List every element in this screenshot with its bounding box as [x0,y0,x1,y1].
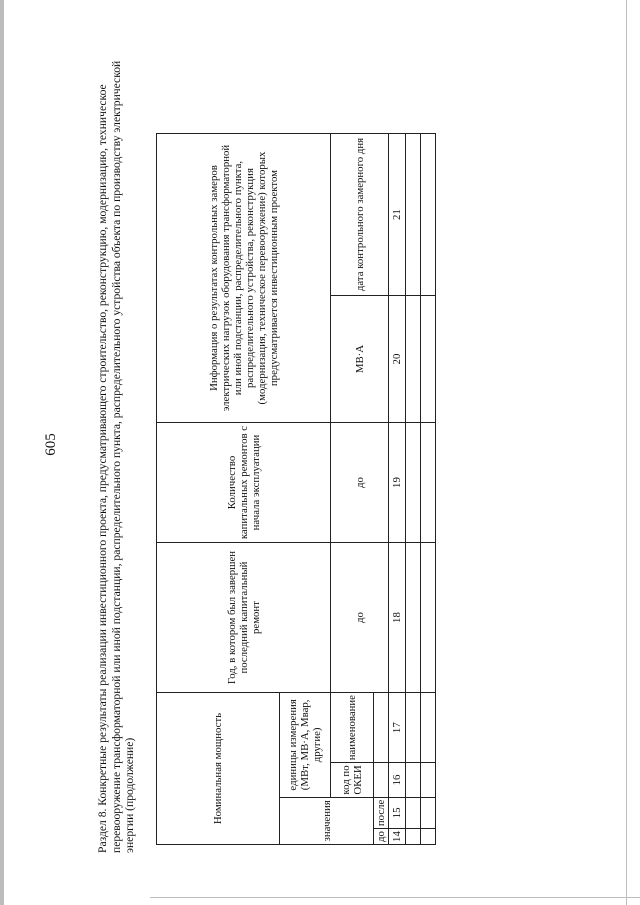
header-load-info: Информация о результатах контрольных замеров электрических нагрузок оборудования трансформаторной или иной подстанции, распределительного пункта, распределительного устройства, реконструкция (модернизация, техническое перевооружение) которых предусматривается инвестиционным проектом [157,134,331,423]
header-before: до [374,829,389,845]
page-number: 605 [42,433,59,456]
header-values: значения [280,797,374,844]
header-okei-code: код по ОКЕИ [331,763,374,797]
col-number: 17 [389,693,406,763]
header-after: после [374,797,389,828]
rotated-page-content [96,33,616,853]
header-units: единицы измерения (МВт, МВ·А, Мвар, другие) [280,693,331,798]
header-measure-date: дата контрольного замерного дня [331,134,389,296]
col-number: 21 [389,134,406,296]
blank-row [406,134,421,845]
scan-edge-line [0,0,4,905]
header-count-before: до [331,423,389,543]
header-repair-count: Количество капитальных ремонтов с начала эксплуатации [157,423,331,543]
col-number: 15 [389,797,406,828]
header-year-before: до [331,543,389,693]
header-year-repair: Год, в котором был завершен последний капитальный ремонт [157,543,331,693]
col-number: 19 [389,423,406,543]
col-number: 16 [389,763,406,797]
blank-row [421,134,436,845]
scan-edge-line [626,0,627,905]
col-number: 14 [389,829,406,845]
section-caption: Раздел 8. Конкретные результаты реализации инвестиционного проекта, предусматривающего строительство, реконструкцию, модернизацию, техническое перевооружение трансформаторной или иной подстанции, распределительного пункта, распределительного устройства объекта по производству электрической энергии (продолжение) [96,60,136,853]
results-table [156,133,436,845]
scan-edge-line [150,897,640,898]
header-unit-name: наименование [331,693,374,763]
header-mva: МВ·А [331,296,389,423]
header-nominal-power: Номинальная мощность [157,693,280,845]
col-number: 20 [389,296,406,423]
col-number: 18 [389,543,406,693]
